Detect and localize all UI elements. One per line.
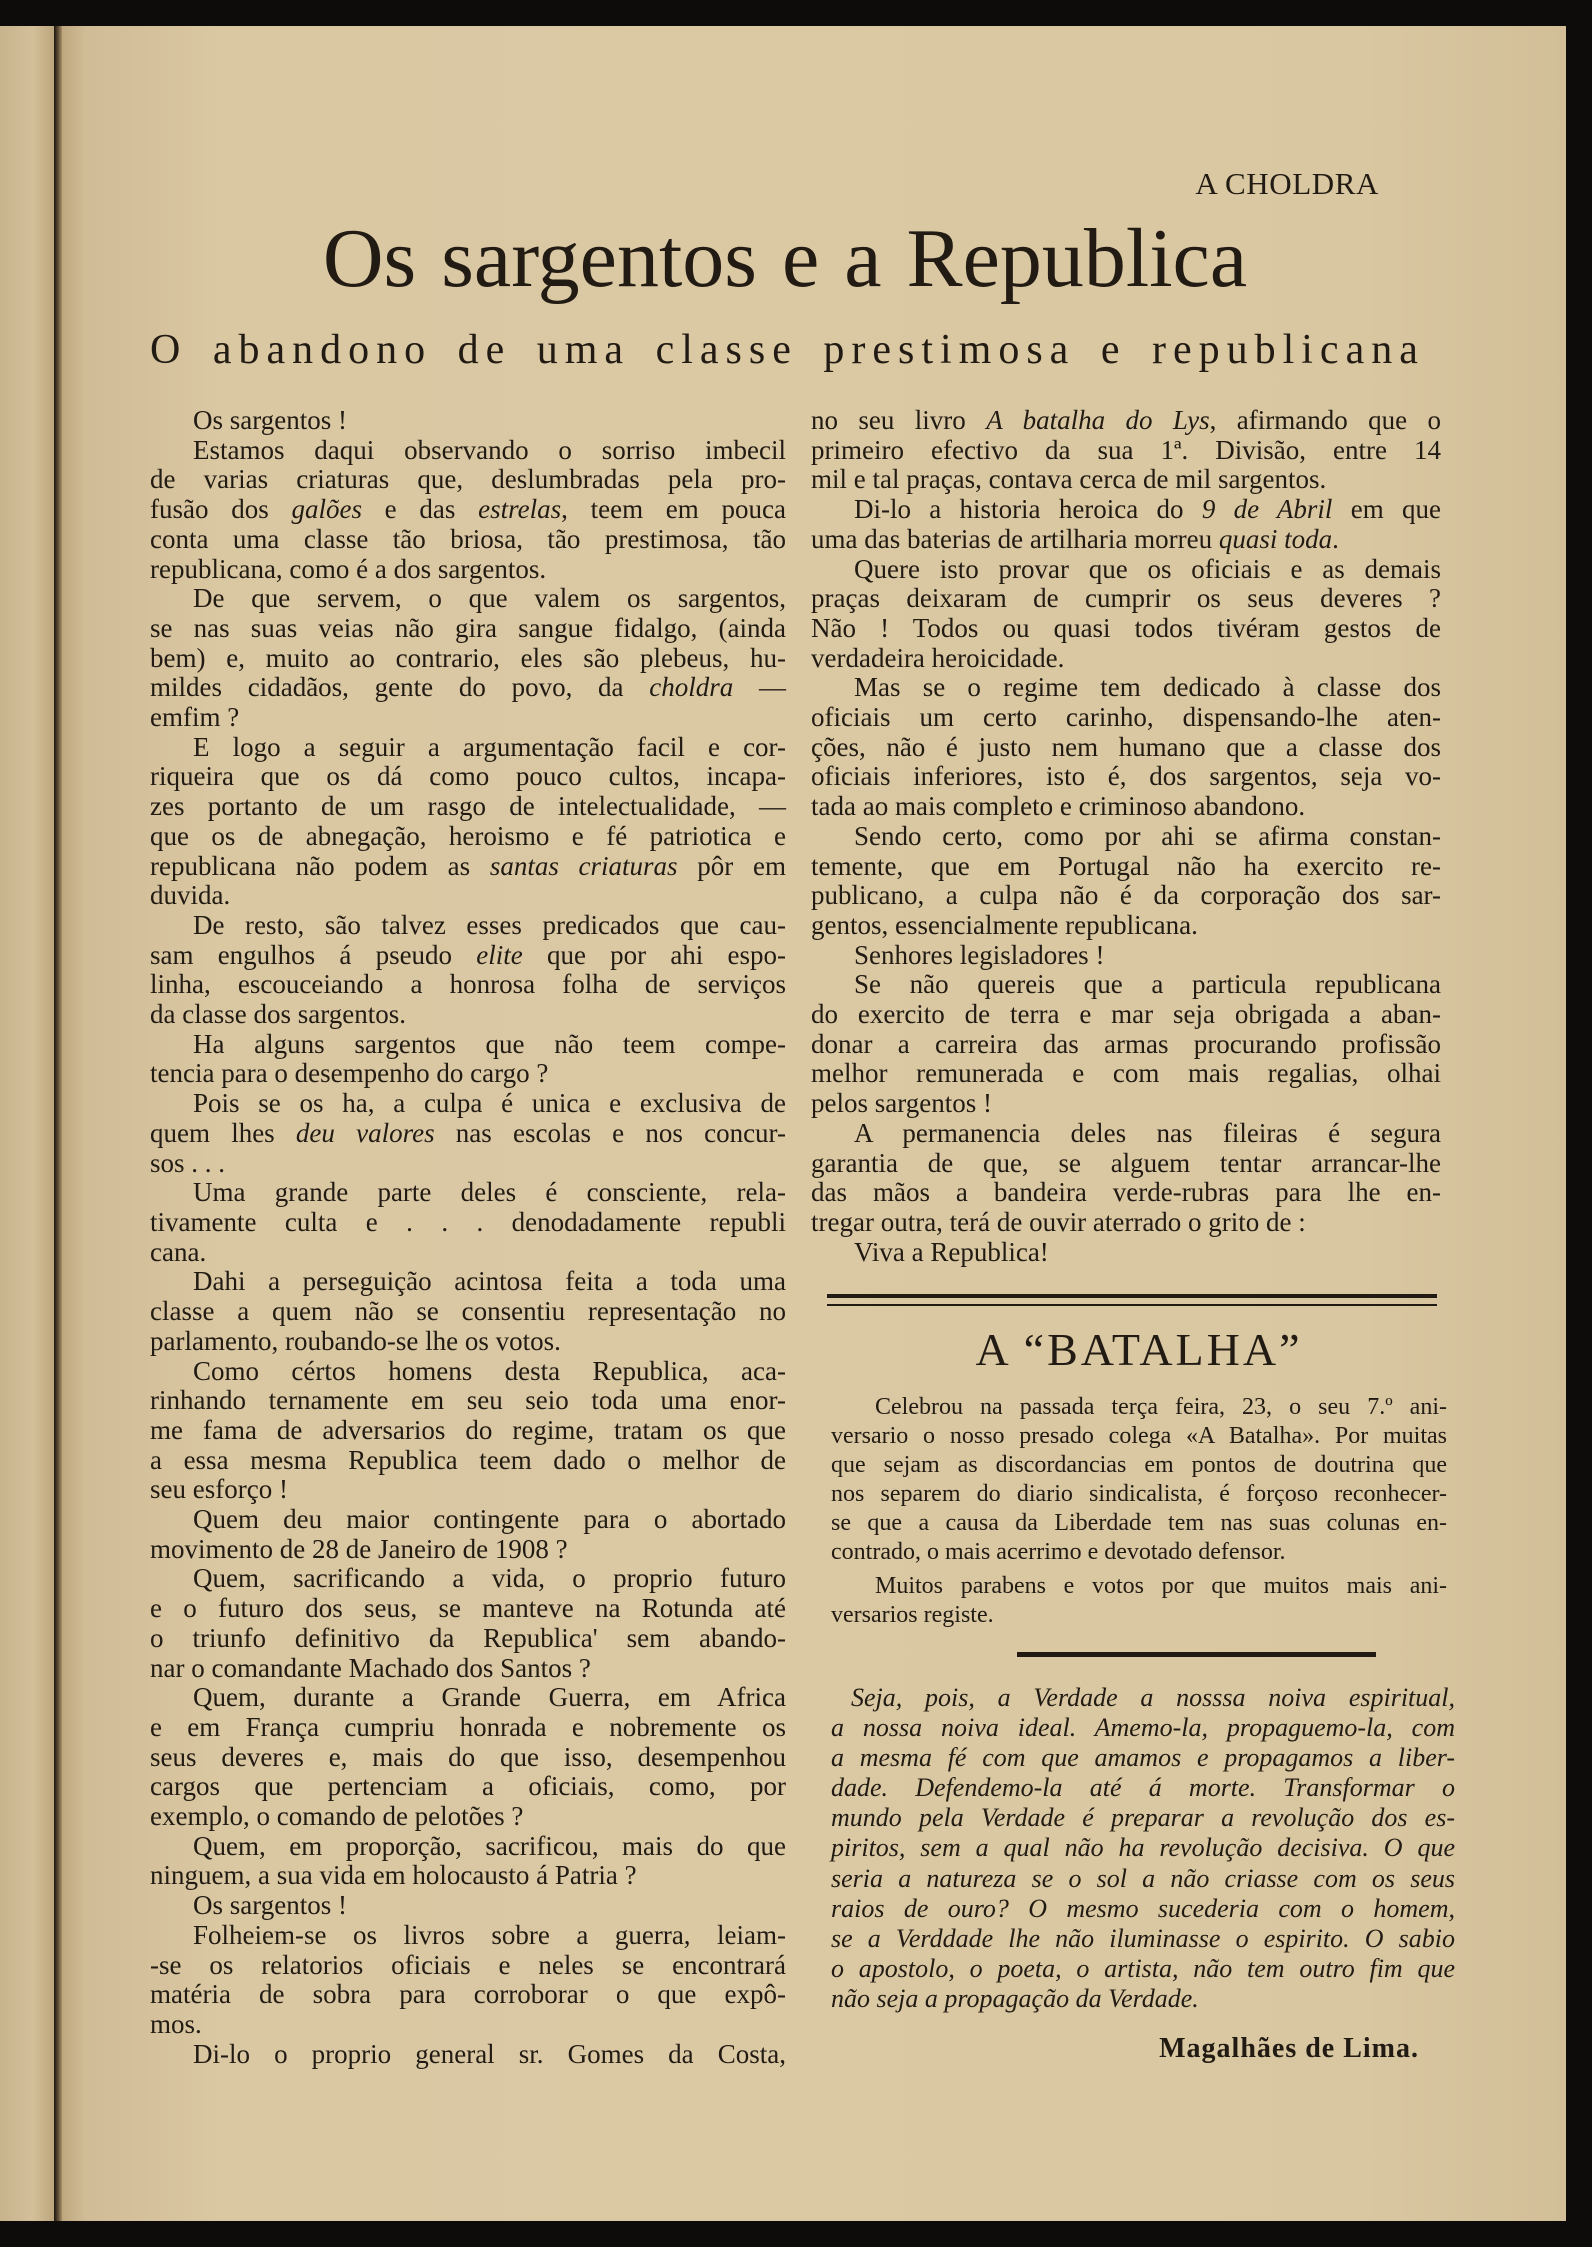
text-line (811, 703, 1441, 733)
text-line (811, 436, 1441, 466)
text-line (150, 673, 786, 703)
text-line (811, 1089, 1441, 1119)
emphasized-text: galões (291, 494, 362, 525)
text-run: . (1332, 523, 1339, 554)
text-line (811, 465, 1441, 495)
article-title: Os sargentos e a Republica (322, 212, 1248, 305)
text-run: não seja a propagação da Verdade. (831, 1983, 1199, 2013)
text-line (150, 1059, 786, 1089)
text-line (831, 1894, 1455, 1924)
paragraph (811, 495, 1441, 554)
text-line (831, 1538, 1447, 1567)
text-run: gentos, essencialmente republicana. (811, 909, 1198, 940)
text-line (150, 941, 786, 971)
text-line (150, 1891, 786, 1921)
emphasized-text: 9 de Abril (1201, 494, 1333, 525)
text-run: duvida. (150, 880, 231, 911)
text-line (150, 1119, 786, 1149)
text-line (150, 1267, 786, 1297)
text-line (811, 733, 1441, 763)
text-line (150, 1030, 786, 1060)
paragraph (150, 733, 786, 911)
text-line (831, 1984, 1455, 2014)
text-line (811, 941, 1441, 971)
text-line (150, 1921, 786, 1951)
text-line (150, 1743, 786, 1773)
paragraph (831, 1393, 1447, 1567)
text-line (811, 1119, 1441, 1149)
notice-title: A “BATALHA” (975, 1324, 1303, 1375)
publication-name: A CHOLDRA (1195, 166, 1379, 201)
section-rule (1017, 1652, 1376, 1657)
text-run: Mas se o regime tem dedicado à classe dos (854, 672, 1441, 703)
text-run: sam engulhos á pseudo (150, 939, 477, 970)
paragraph (831, 1572, 1447, 1630)
text-run: versarios registe. (831, 1602, 994, 1628)
text-run: dade. Defendemo-la até á morte. Transformar o (831, 1773, 1455, 1803)
text-line (811, 1178, 1441, 1208)
text-run: parlamento, roubando-se lhe os votos. (150, 1325, 561, 1356)
text-run: nas escolas e nos concur- (434, 1117, 786, 1148)
text-line (150, 436, 786, 466)
emphasized-text: deu valores (295, 1117, 435, 1148)
text-run: tencia para o desempenho do cargo ? (150, 1058, 549, 1089)
text-run: cargos que pertenciam a oficiais, como, por (150, 1771, 786, 1802)
text-line (150, 822, 786, 852)
text-run: Uma grande parte deles é consciente, rela- (193, 1177, 786, 1208)
quote-signature: Magalhães de Lima. (1159, 2033, 1419, 2064)
text-run: Quem, sacrificando a vida, o proprio futuro (193, 1563, 786, 1594)
text-run: tada ao mais completo e criminoso abandono. (811, 791, 1306, 822)
text-run: nos separem do diario sindicalista, é forçoso reconhecer- (831, 1481, 1447, 1507)
text-line (150, 1000, 786, 1030)
text-run: Como cértos homens desta Republica, aca- (193, 1355, 786, 1386)
text-line (150, 1624, 786, 1654)
text-line (150, 1802, 786, 1832)
text-run: E logo a seguir a argumentação facil e cor- (193, 731, 786, 762)
double-rule-thin (827, 1304, 1437, 1306)
text-run: republicana não podem as (150, 850, 490, 881)
text-line (150, 792, 786, 822)
text-line (831, 1451, 1447, 1480)
text-line (811, 1000, 1441, 1030)
text-line (150, 970, 786, 1000)
text-run: que sejam as discordancias em pontos de doutrina que (831, 1452, 1447, 1478)
text-run: bem) e, muito ao contrario, eles são plebeus, hu- (150, 642, 786, 673)
text-run: raios de ouro? O mesmo sucederia com o homem, (831, 1893, 1455, 1923)
text-line (831, 1601, 1447, 1630)
text-run: Não ! Todos ou quasi todos tivéram gestos de (811, 612, 1441, 643)
text-run: se nas suas veias não gira sangue fidalgo, (ainda (150, 612, 786, 643)
text-run: Muitos parabens e votos por que muitos mais ani- (875, 1573, 1447, 1599)
paragraph (150, 1357, 786, 1506)
paragraph (811, 1238, 1441, 1268)
text-line (811, 584, 1441, 614)
text-run: Di-lo o proprio general sr. Gomes da Costa, (193, 2038, 786, 2069)
paragraph (811, 822, 1441, 941)
article-column-left (150, 406, 786, 2069)
text-run: fusão dos (150, 494, 292, 525)
text-line (811, 762, 1441, 792)
text-run: a nossa noiva ideal. Amemo-la, propaguemo-la, com (831, 1713, 1455, 1743)
text-line (150, 406, 786, 436)
text-line (831, 1683, 1455, 1713)
text-line (150, 1386, 786, 1416)
text-line (150, 1683, 786, 1713)
paragraph (150, 2040, 786, 2070)
text-run: pôr em (677, 850, 787, 881)
text-line (150, 1654, 786, 1684)
text-run: cana. (150, 1236, 207, 1267)
text-line (811, 852, 1441, 882)
text-line (150, 1861, 786, 1891)
text-run: tregar outra, terá de ouvir aterrado o grito de : (811, 1206, 1306, 1237)
text-line (150, 1475, 786, 1505)
text-line (831, 1572, 1447, 1601)
text-run: piritos, sem a qual não ha revolução decisiva. O que (831, 1833, 1455, 1863)
text-line (831, 1833, 1455, 1863)
paragraph (811, 673, 1441, 822)
text-line (811, 792, 1441, 822)
paragraph (150, 1178, 786, 1267)
text-run: matéria de sobra para corroborar o que expô- (150, 1979, 786, 2010)
text-run: De que servem, o que valem os sargentos, (193, 583, 786, 614)
text-run: Estamos daqui observando o sorriso imbecil (193, 434, 786, 465)
text-run: rinhando ternamente em seu seio toda uma enor- (150, 1385, 786, 1416)
text-line (150, 644, 786, 674)
text-line (811, 1030, 1441, 1060)
text-run: donar a carreira das armas procurando profissão (811, 1028, 1441, 1059)
paragraph (150, 436, 786, 585)
text-run: melhor remunerada e com mais regalias, olhai (811, 1058, 1441, 1089)
paragraph (150, 1683, 786, 1832)
text-run: ninguem, a sua vida em holocausto á Patria ? (150, 1860, 637, 1891)
text-run: e em França cumpriu honrada e nobremente os (150, 1711, 786, 1742)
text-run: exemplo, o comando de pelotões ? (150, 1801, 524, 1832)
text-run: em que (1332, 494, 1441, 525)
text-line (811, 1149, 1441, 1179)
text-run: temente, que em Portugal não ha exercito re- (811, 850, 1441, 881)
page-gutter (54, 26, 62, 2221)
paragraph (150, 584, 786, 733)
text-run: contrado, o mais acerrimo e devotado defensor. (831, 1539, 1286, 1565)
text-run: riqueira que os dá como pouco cultos, incapa- (150, 761, 786, 792)
text-run: praças deixaram de cumprir os seus deveres ? (811, 583, 1441, 614)
text-line (150, 614, 786, 644)
paragraph (150, 1921, 786, 2040)
text-line (831, 1924, 1455, 1954)
paragraph (150, 406, 786, 436)
text-run: primeiro efectivo da sua 1ª. Divisão, entre 14 (811, 434, 1441, 465)
text-run: que os de abnegação, heroismo e fé patriotica e (150, 820, 786, 851)
emphasized-text: elite (476, 939, 523, 970)
text-run: Quem deu maior contingente para o abortado (193, 1504, 786, 1535)
text-line (150, 465, 786, 495)
text-run: se a Verddade lhe não iluminasse o espirito. O sabio (831, 1923, 1455, 1953)
text-line (150, 1832, 786, 1862)
text-line (811, 881, 1441, 911)
text-run: ções, não é justo nem humano que a classe dos (811, 731, 1441, 762)
text-line (831, 1864, 1455, 1894)
article-subtitle: O abandono de uma classe prestimosa e republicana (150, 327, 1425, 373)
text-run: Quere isto provar que os oficiais e as demais (854, 553, 1441, 584)
text-run: de varias criaturas que, deslumbradas pela pro- (150, 464, 786, 495)
text-line (811, 406, 1441, 436)
text-run: linha, escouceiando a honrosa folha de serviços (150, 969, 786, 1000)
text-line (150, 1178, 786, 1208)
text-line (831, 1393, 1447, 1422)
text-line (150, 1951, 786, 1981)
text-line (150, 733, 786, 763)
text-line (150, 1980, 786, 2010)
text-run: uma das baterias de artilharia morreu (811, 523, 1219, 554)
text-line (150, 911, 786, 941)
emphasized-text: A batalha do Lys (986, 405, 1210, 435)
text-run: Di-lo a historia heroica do (854, 494, 1202, 525)
notice-body (831, 1393, 1447, 1630)
paragraph (811, 555, 1441, 674)
text-run: me fama de adversarios do regime, tratam os que (150, 1414, 786, 1445)
text-run: mil e tal praças, contava cerca de mil sargentos. (811, 464, 1327, 495)
text-run: verdadeira heroicidade. (811, 642, 1065, 673)
text-run: que por ahi espo- (522, 939, 786, 970)
text-line (831, 1713, 1455, 1743)
text-line (811, 555, 1441, 585)
text-run: oficiais um certo carinho, dispensando-lhe aten- (811, 702, 1441, 733)
paragraph (150, 1564, 786, 1683)
text-line (150, 1208, 786, 1238)
newspaper-page (62, 26, 1566, 2221)
text-run: classe a quem não se consentiu representação no (150, 1296, 786, 1327)
text-line (150, 525, 786, 555)
text-run: se que a causa da Liberdade tem nas suas colunas en- (831, 1510, 1447, 1536)
paragraph (150, 1505, 786, 1564)
text-run: emfim ? (150, 702, 240, 733)
text-run: , afirmando que o (1209, 405, 1441, 435)
text-run: Pois se os ha, a culpa é unica e exclusiva de (193, 1088, 786, 1119)
text-run: o triunfo definitivo da Republica' sem abando- (150, 1622, 786, 1653)
text-run: Dahi a perseguição acintosa feita a toda uma (193, 1266, 786, 1297)
text-line (150, 703, 786, 733)
text-line (831, 1743, 1455, 1773)
text-run: das mãos a bandeira verde-rubras para lhe en- (811, 1177, 1441, 1208)
text-line (150, 1238, 786, 1268)
text-run: -se os relatorios oficiais e neles se encontrará (150, 1949, 786, 1980)
text-run: Os sargentos ! (193, 405, 347, 435)
text-line (150, 1594, 786, 1624)
text-line (150, 2040, 786, 2070)
text-line (831, 1803, 1455, 1833)
text-line (150, 1446, 786, 1476)
text-line (811, 1059, 1441, 1089)
text-line (811, 911, 1441, 941)
text-run: Viva a Republica! (854, 1236, 1049, 1267)
text-run: mildes cidadãos, gente do povo, da (150, 672, 650, 703)
paragraph (150, 1891, 786, 1921)
text-line (831, 1954, 1455, 1984)
text-line (831, 1422, 1447, 1451)
text-run: a mesma fé com que amamos e propagamos a liber- (831, 1743, 1455, 1773)
text-run: a essa mesma Republica teem dado o melhor de (150, 1444, 786, 1475)
text-line (150, 584, 786, 614)
text-run: Ha alguns sargentos que não teem compe- (193, 1028, 786, 1059)
paragraph (150, 1089, 786, 1178)
text-run: sos . . . (150, 1147, 226, 1178)
text-line (811, 1238, 1441, 1268)
text-line (811, 1208, 1441, 1238)
text-line (150, 1357, 786, 1387)
text-run: De resto, são talvez esses predicados que cau- (193, 909, 786, 940)
text-run: Seja, pois, a Verdade a nosssa noiva espiritual, (851, 1683, 1455, 1712)
text-run: e o futuro dos seus, se manteve na Rotunda até (150, 1593, 786, 1624)
text-run: Os sargentos ! (193, 1890, 347, 1921)
article-column-right (811, 406, 1441, 1267)
text-run: Folheiem-se os livros sobre a guerra, leiam- (193, 1919, 786, 1950)
text-line (150, 1416, 786, 1446)
text-line (150, 1505, 786, 1535)
text-run: garantia de que, se alguem tentar arrancar-lhe (811, 1147, 1441, 1178)
paragraph (831, 1683, 1455, 2014)
text-line (811, 495, 1441, 525)
text-run: tivamente culta e . . . denodadamente republi (150, 1206, 786, 1237)
text-line (831, 1773, 1455, 1803)
text-line (811, 970, 1441, 1000)
paragraph (150, 911, 786, 1030)
text-run: oficiais inferiores, isto é, dos sargentos, seja vo- (811, 761, 1441, 792)
text-run: pelos sargentos ! (811, 1088, 992, 1119)
text-line (831, 1509, 1447, 1538)
text-run: versario o nosso presado colega «A Batalha». Por muitas (831, 1423, 1447, 1449)
double-rule-thick (827, 1294, 1437, 1298)
paragraph (811, 1119, 1441, 1238)
editorial-quote (831, 1683, 1455, 2014)
paragraph (811, 406, 1441, 495)
paragraph (150, 1030, 786, 1089)
text-run: Senhores legisladores ! (854, 939, 1105, 970)
previous-page-edge (0, 26, 54, 2221)
text-run: Quem, em proporção, sacrificou, mais do que (193, 1830, 786, 1861)
text-line (811, 525, 1441, 555)
text-run: republicana, como é a dos sargentos. (150, 553, 547, 584)
paragraph (150, 1832, 786, 1891)
text-line (831, 1480, 1447, 1509)
emphasized-text: choldra (649, 672, 734, 703)
text-run: do exercito de terra e mar seja obrigada a aban- (811, 999, 1441, 1030)
text-line (150, 1564, 786, 1594)
text-run: nar o comandante Machado dos Santos ? (150, 1652, 591, 1683)
text-line (150, 1089, 786, 1119)
text-run: seus deveres e, mais do que isso, desempenhou (150, 1741, 786, 1772)
text-run: mos. (150, 2008, 202, 2039)
text-run: Sendo certo, como por ahi se afirma constan- (854, 820, 1441, 851)
text-line (811, 614, 1441, 644)
text-run: o apostolo, o poeta, o artista, não tem outro fim que (831, 1953, 1455, 1983)
text-line (150, 881, 786, 911)
text-run: e das (361, 494, 479, 525)
paragraph (811, 970, 1441, 1119)
text-line (150, 1713, 786, 1743)
text-line (150, 762, 786, 792)
text-run: , teem em pouca (561, 494, 786, 525)
text-line (811, 822, 1441, 852)
text-run: movimento de 28 de Janeiro de 1908 ? (150, 1533, 568, 1564)
emphasized-text: quasi toda (1218, 523, 1333, 554)
text-run: quem lhes (150, 1117, 296, 1148)
emphasized-text: santas criaturas (489, 850, 678, 881)
text-line (150, 1327, 786, 1357)
text-line (150, 1297, 786, 1327)
text-run: seria a natureza se o sol a não criasse com os seus (831, 1863, 1455, 1893)
emphasized-text: estrelas (478, 494, 562, 525)
text-run: zes portanto de um rasgo de intelectualidade, — (150, 791, 786, 822)
paragraph (811, 941, 1441, 971)
text-line (150, 1149, 786, 1179)
text-run: mundo pela Verdade é preparar a revolução dos es- (831, 1803, 1455, 1833)
text-run: — (733, 672, 786, 703)
paragraph (150, 1267, 786, 1356)
text-run: conta uma classe tão briosa, tão prestimosa, tão (150, 523, 786, 554)
text-line (150, 495, 786, 525)
text-run: seu esforço ! (150, 1474, 288, 1505)
text-run: publicano, a culpa não é da corporação dos sar- (811, 880, 1441, 911)
text-run: Se não quereis que a particula republicana (854, 969, 1441, 1000)
text-run: no seu livro (811, 405, 987, 435)
text-line (150, 1772, 786, 1802)
text-line (150, 852, 786, 882)
text-line (811, 644, 1441, 674)
text-line (150, 555, 786, 585)
text-run: da classe dos sargentos. (150, 999, 406, 1030)
text-run: A permanencia deles nas fileiras é segura (854, 1117, 1441, 1148)
text-line (150, 1535, 786, 1565)
text-line (150, 2010, 786, 2040)
text-run: Quem, durante a Grande Guerra, em Africa (193, 1682, 786, 1713)
text-line (811, 673, 1441, 703)
text-run: Celebrou na passada terça feira, 23, o seu 7.º ani- (875, 1394, 1447, 1420)
